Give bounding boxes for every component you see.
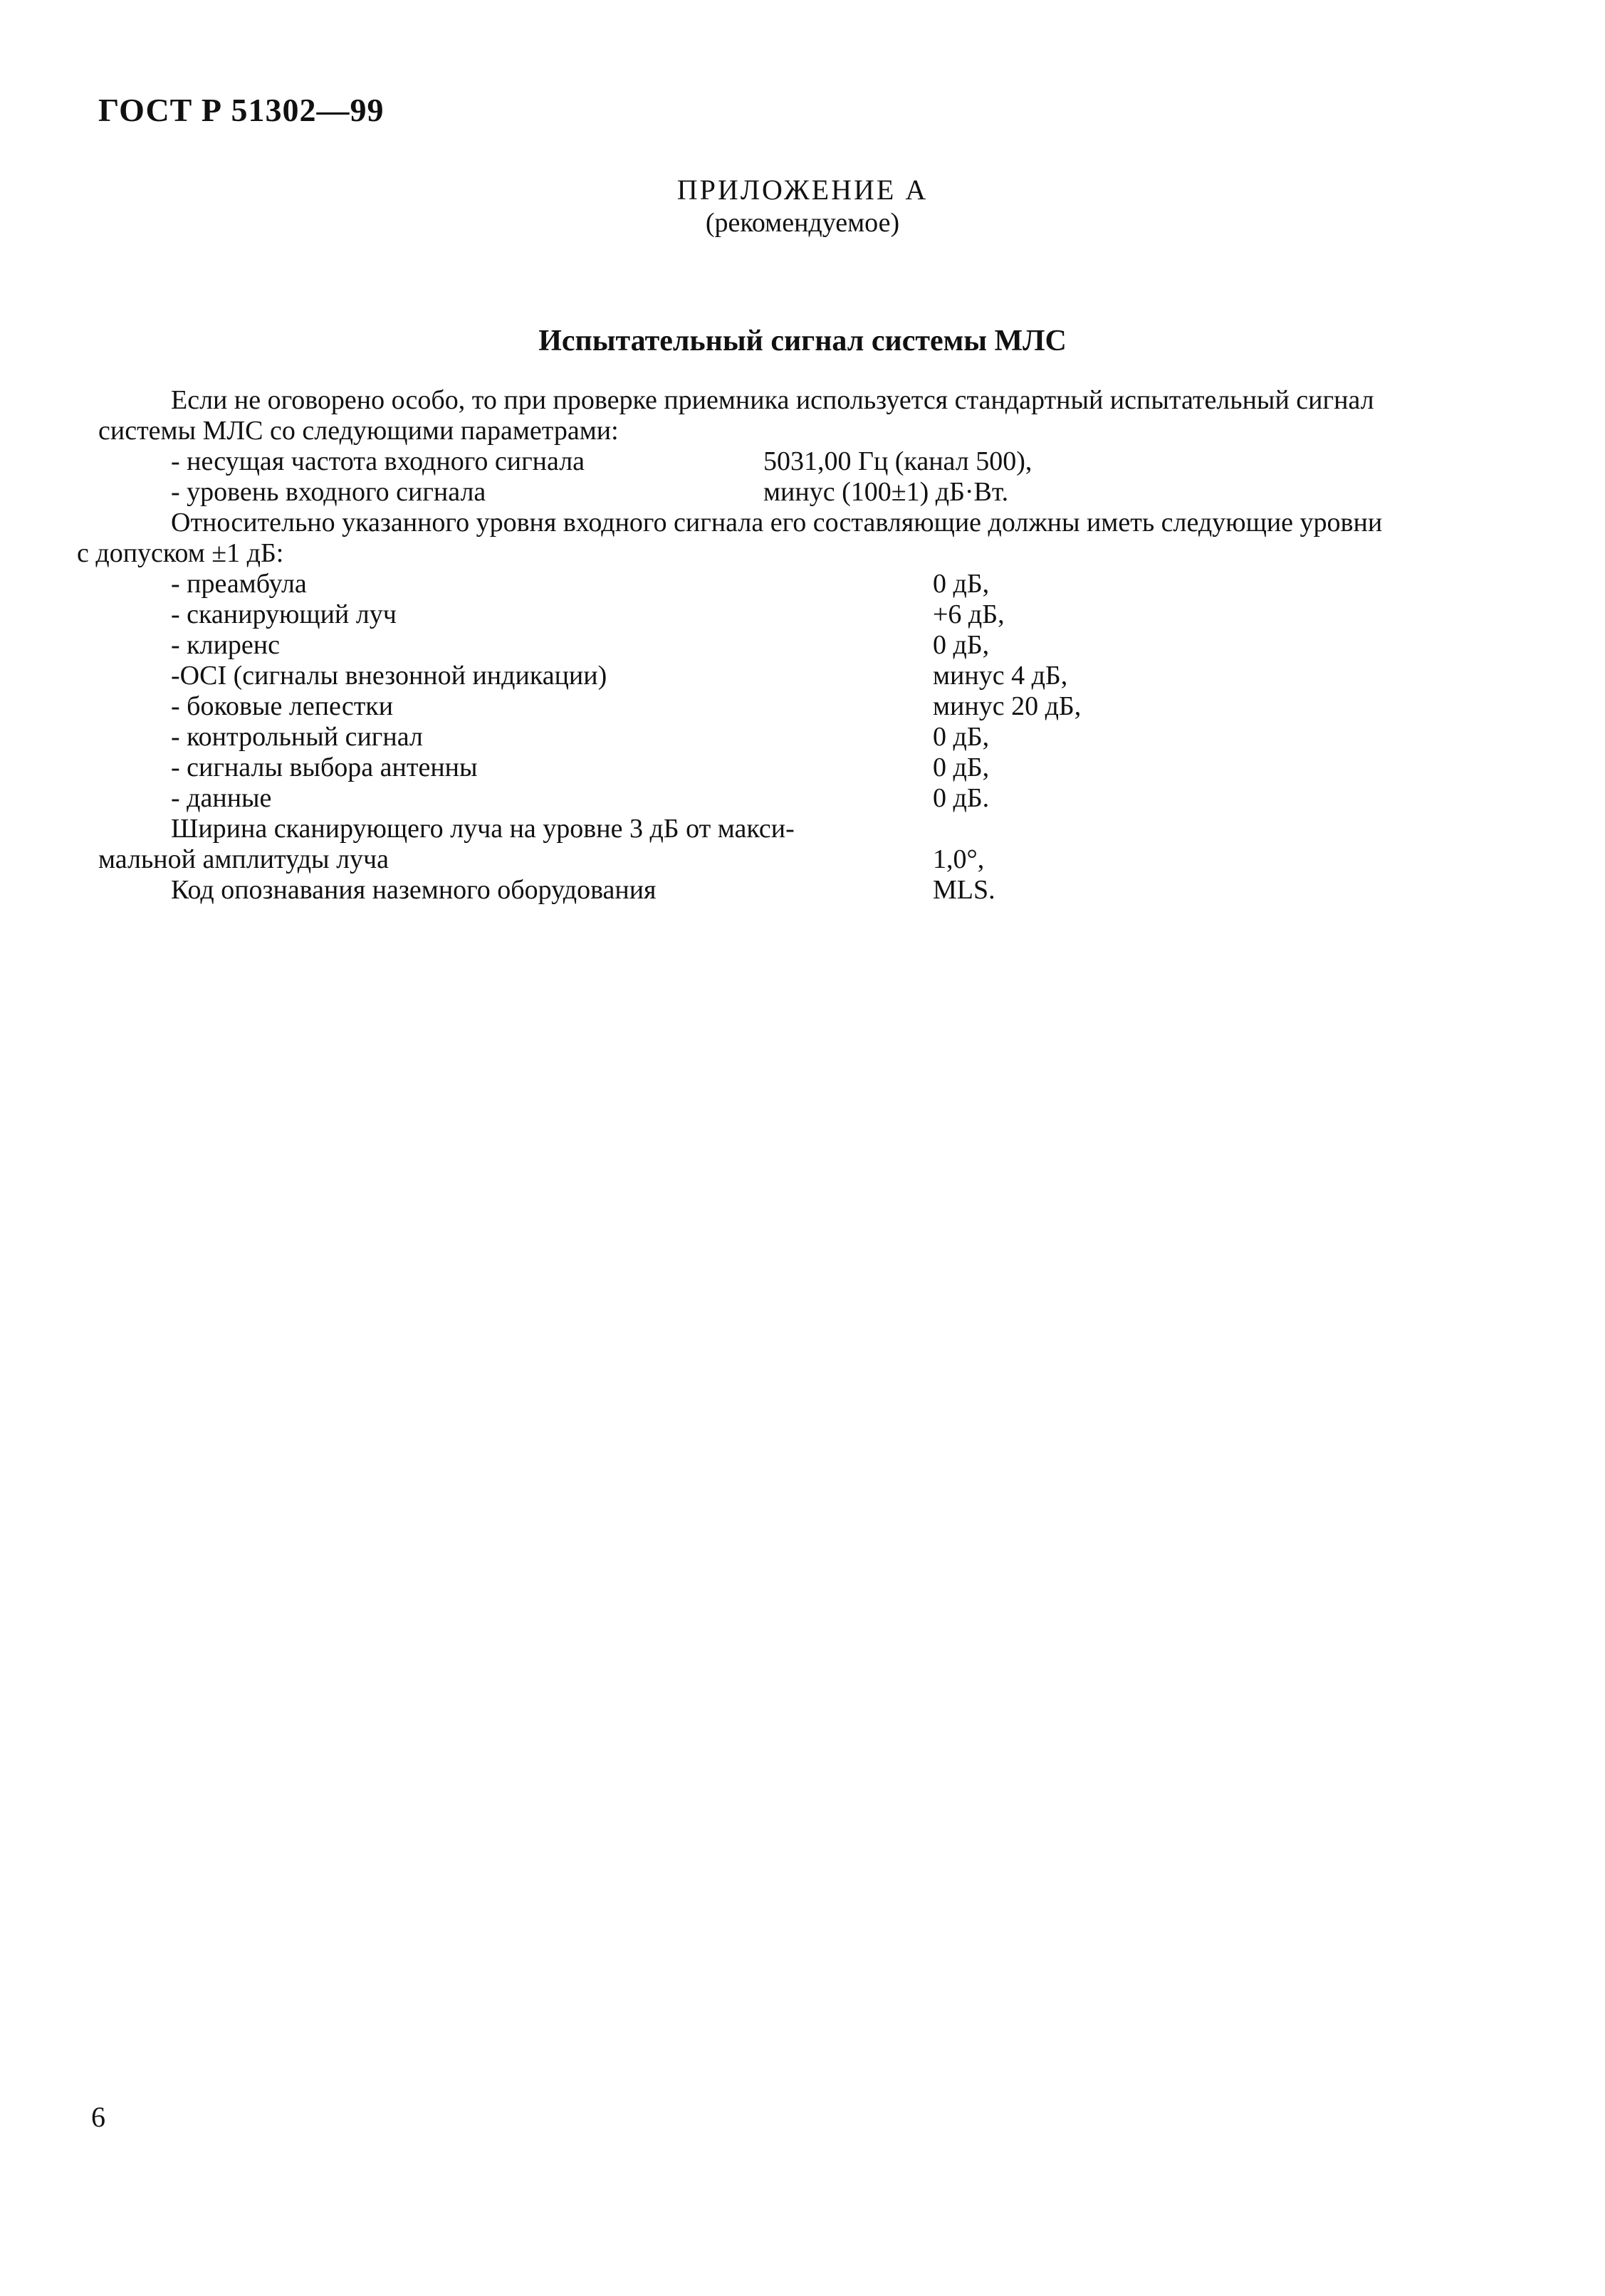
beam-width-line-1: Ширина сканирующего луча на уровне 3 дБ от макси- xyxy=(171,814,795,844)
component-label: - сканирующий луч xyxy=(171,599,397,629)
annex-title: ПРИЛОЖЕНИЕ А xyxy=(676,174,929,206)
component-value: 0 дБ, xyxy=(933,753,990,782)
relative-line-1: Относительно указанного уровня входного сигнала его составляющие должны иметь следующие уровни xyxy=(171,508,1383,538)
component-label: -OCI (сигналы внезонной индикации) xyxy=(171,661,607,691)
relative-line-2: с допуском ±1 дБ: xyxy=(77,538,284,568)
param-value: 5031,00 Гц (канал 500), xyxy=(763,446,1032,476)
component-value: 0 дБ, xyxy=(933,630,990,660)
component-label: - контрольный сигнал xyxy=(171,722,423,752)
annex-subtitle: (рекомендуемое) xyxy=(705,208,900,238)
beam-width-value: 1,0°, xyxy=(933,844,985,874)
component-label: - преамбула xyxy=(171,569,307,599)
component-label: - боковые лепестки xyxy=(171,691,394,721)
param-label: - несущая частота входного сигнала xyxy=(171,446,585,476)
component-value: 0 дБ, xyxy=(933,722,990,752)
beam-width-line-2: мальной амплитуды луча xyxy=(98,844,390,874)
component-label: - сигналы выбора антенны xyxy=(171,753,478,782)
component-label: - данные xyxy=(171,783,272,813)
component-value: 0 дБ, xyxy=(933,569,990,599)
intro-line-1: Если не оговорено особо, то при проверке приемника используется стандартный испытательный сигнал xyxy=(171,385,1374,415)
ident-code-value: MLS. xyxy=(933,875,995,905)
component-value: минус 4 дБ, xyxy=(933,661,1068,691)
param-label: - уровень входного сигнала xyxy=(171,477,486,507)
page-number: 6 xyxy=(91,2101,105,2133)
param-value: минус (100±1) дБ·Вт. xyxy=(763,477,1009,507)
intro-line-2: системы МЛС со следующими параметрами: xyxy=(98,416,619,446)
section-heading: Испытательный сигнал системы МЛС xyxy=(538,325,1067,357)
document-code: ГОСТ Р 51302—99 xyxy=(98,92,385,128)
component-value: минус 20 дБ, xyxy=(933,691,1082,721)
component-value: +6 дБ, xyxy=(933,599,1005,629)
component-label: - клиренс xyxy=(171,630,280,660)
component-value: 0 дБ. xyxy=(933,783,990,813)
ident-code-label: Код опознавания наземного оборудования xyxy=(171,875,657,905)
